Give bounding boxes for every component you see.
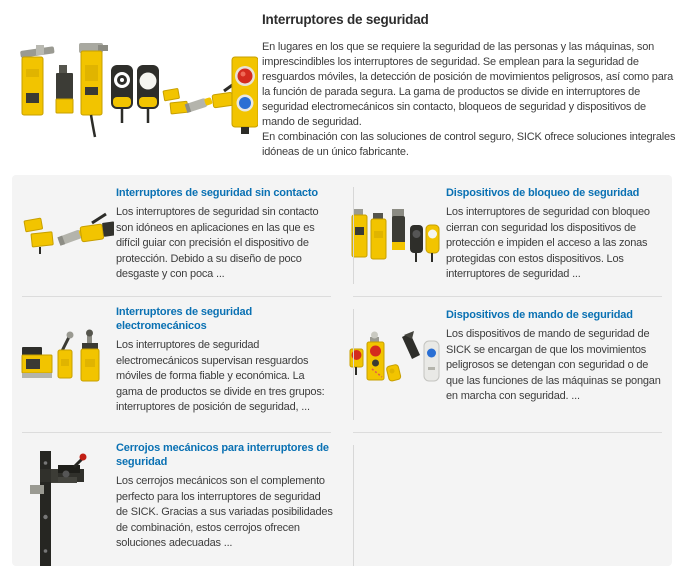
- card-text-sin-contacto: Los interruptores de seguridad sin contacto son idóneos en aplicaciones en las que es difícil guiar con precisión el dispositivo de protección. Debido a su diseño de poco desgaste y con poca ...: [116, 206, 319, 280]
- card-text-cerrojos: Los cerrojos mecánicos son el complemento perfecto para los interruptores de seguridad de SICK. Gracias a sus variadas posibilidades de combinación, estos cerrojos ofrecen soluciones adecuadas ...: [116, 475, 333, 549]
- product-image-cerrojos[interactable]: [18, 441, 116, 566]
- card-title-cerrojos[interactable]: Cerrojos mecánicos para interruptores de seguridad: [116, 442, 329, 468]
- card-title-sin-contacto[interactable]: Interruptores de seguridad sin contacto: [116, 187, 318, 199]
- vertical-divider: [353, 187, 354, 284]
- product-image-sin-contacto[interactable]: [18, 183, 116, 296]
- page-title: Interruptores de seguridad: [262, 12, 429, 27]
- header-text-block: [262, 12, 676, 160]
- card-title-mando[interactable]: Dispositivos de mando de seguridad: [446, 309, 633, 321]
- vertical-divider: [353, 309, 354, 420]
- card-sin-contacto: [12, 175, 342, 296]
- card-electromecanicos: [12, 297, 342, 432]
- cards-row-1: [12, 175, 672, 296]
- card-mando: [342, 297, 672, 432]
- cards-row-3: [12, 433, 672, 566]
- card-bloqueo: [342, 175, 672, 296]
- category-cards-panel: [12, 175, 672, 566]
- product-image-mando[interactable]: [348, 305, 446, 432]
- intro-paragraph-1: En lugares en los que se requiere la seguridad de las personas y las máquinas, son imprescindibles los interruptores de seguridad. Se emplean para la seguridad de resguardos móviles, la detección de posición de movimientos peligrosos, así como para la función de parada segura. La gama de productos se divide en interruptores de seguridad electromecánicos sin contacto, bloqueos de seguridad y dispositivos de mando de seguridad.: [262, 41, 673, 128]
- card-title-electromecanicos[interactable]: Interruptores de seguridad electromecánicos: [116, 306, 253, 332]
- empty-cell: [342, 433, 672, 566]
- card-cerrojos: [12, 433, 342, 566]
- card-title-bloqueo[interactable]: Dispositivos de bloqueo de seguridad: [446, 187, 640, 199]
- card-text-electromecanicos: Los interruptores de seguridad electromecánicos supervisan resguardos móviles de forma fiable y económica. La gama de productos se divide en tres grupos: interruptores de posición de seguridad, ...: [116, 339, 325, 413]
- vertical-divider: [353, 445, 354, 566]
- cards-row-2: [12, 297, 672, 432]
- product-image-bloqueo[interactable]: [348, 183, 446, 296]
- card-text-bloqueo: Los interruptores de seguridad con bloqueo cierran con seguridad los dispositivos de protección e impiden el acceso a las zonas protegidas con estos dispositivos. Los interruptores de seguridad ...: [446, 206, 650, 280]
- intro-paragraph-2: En combinación con las soluciones de control seguro, SICK ofrece soluciones integrales idóneas de un único fabricante.: [262, 131, 676, 158]
- hero-product-image: [10, 35, 258, 153]
- safety-switches-lineup-image: [10, 35, 258, 153]
- card-text-mando: Los dispositivos de mando de seguridad de SICK se encargan de que los movimientos peligrosos se detengan con seguridad o de que las funciones de las máquinas se pongan en marcha con seguridad. ...: [446, 328, 661, 402]
- product-image-electromecanicos[interactable]: [18, 305, 116, 432]
